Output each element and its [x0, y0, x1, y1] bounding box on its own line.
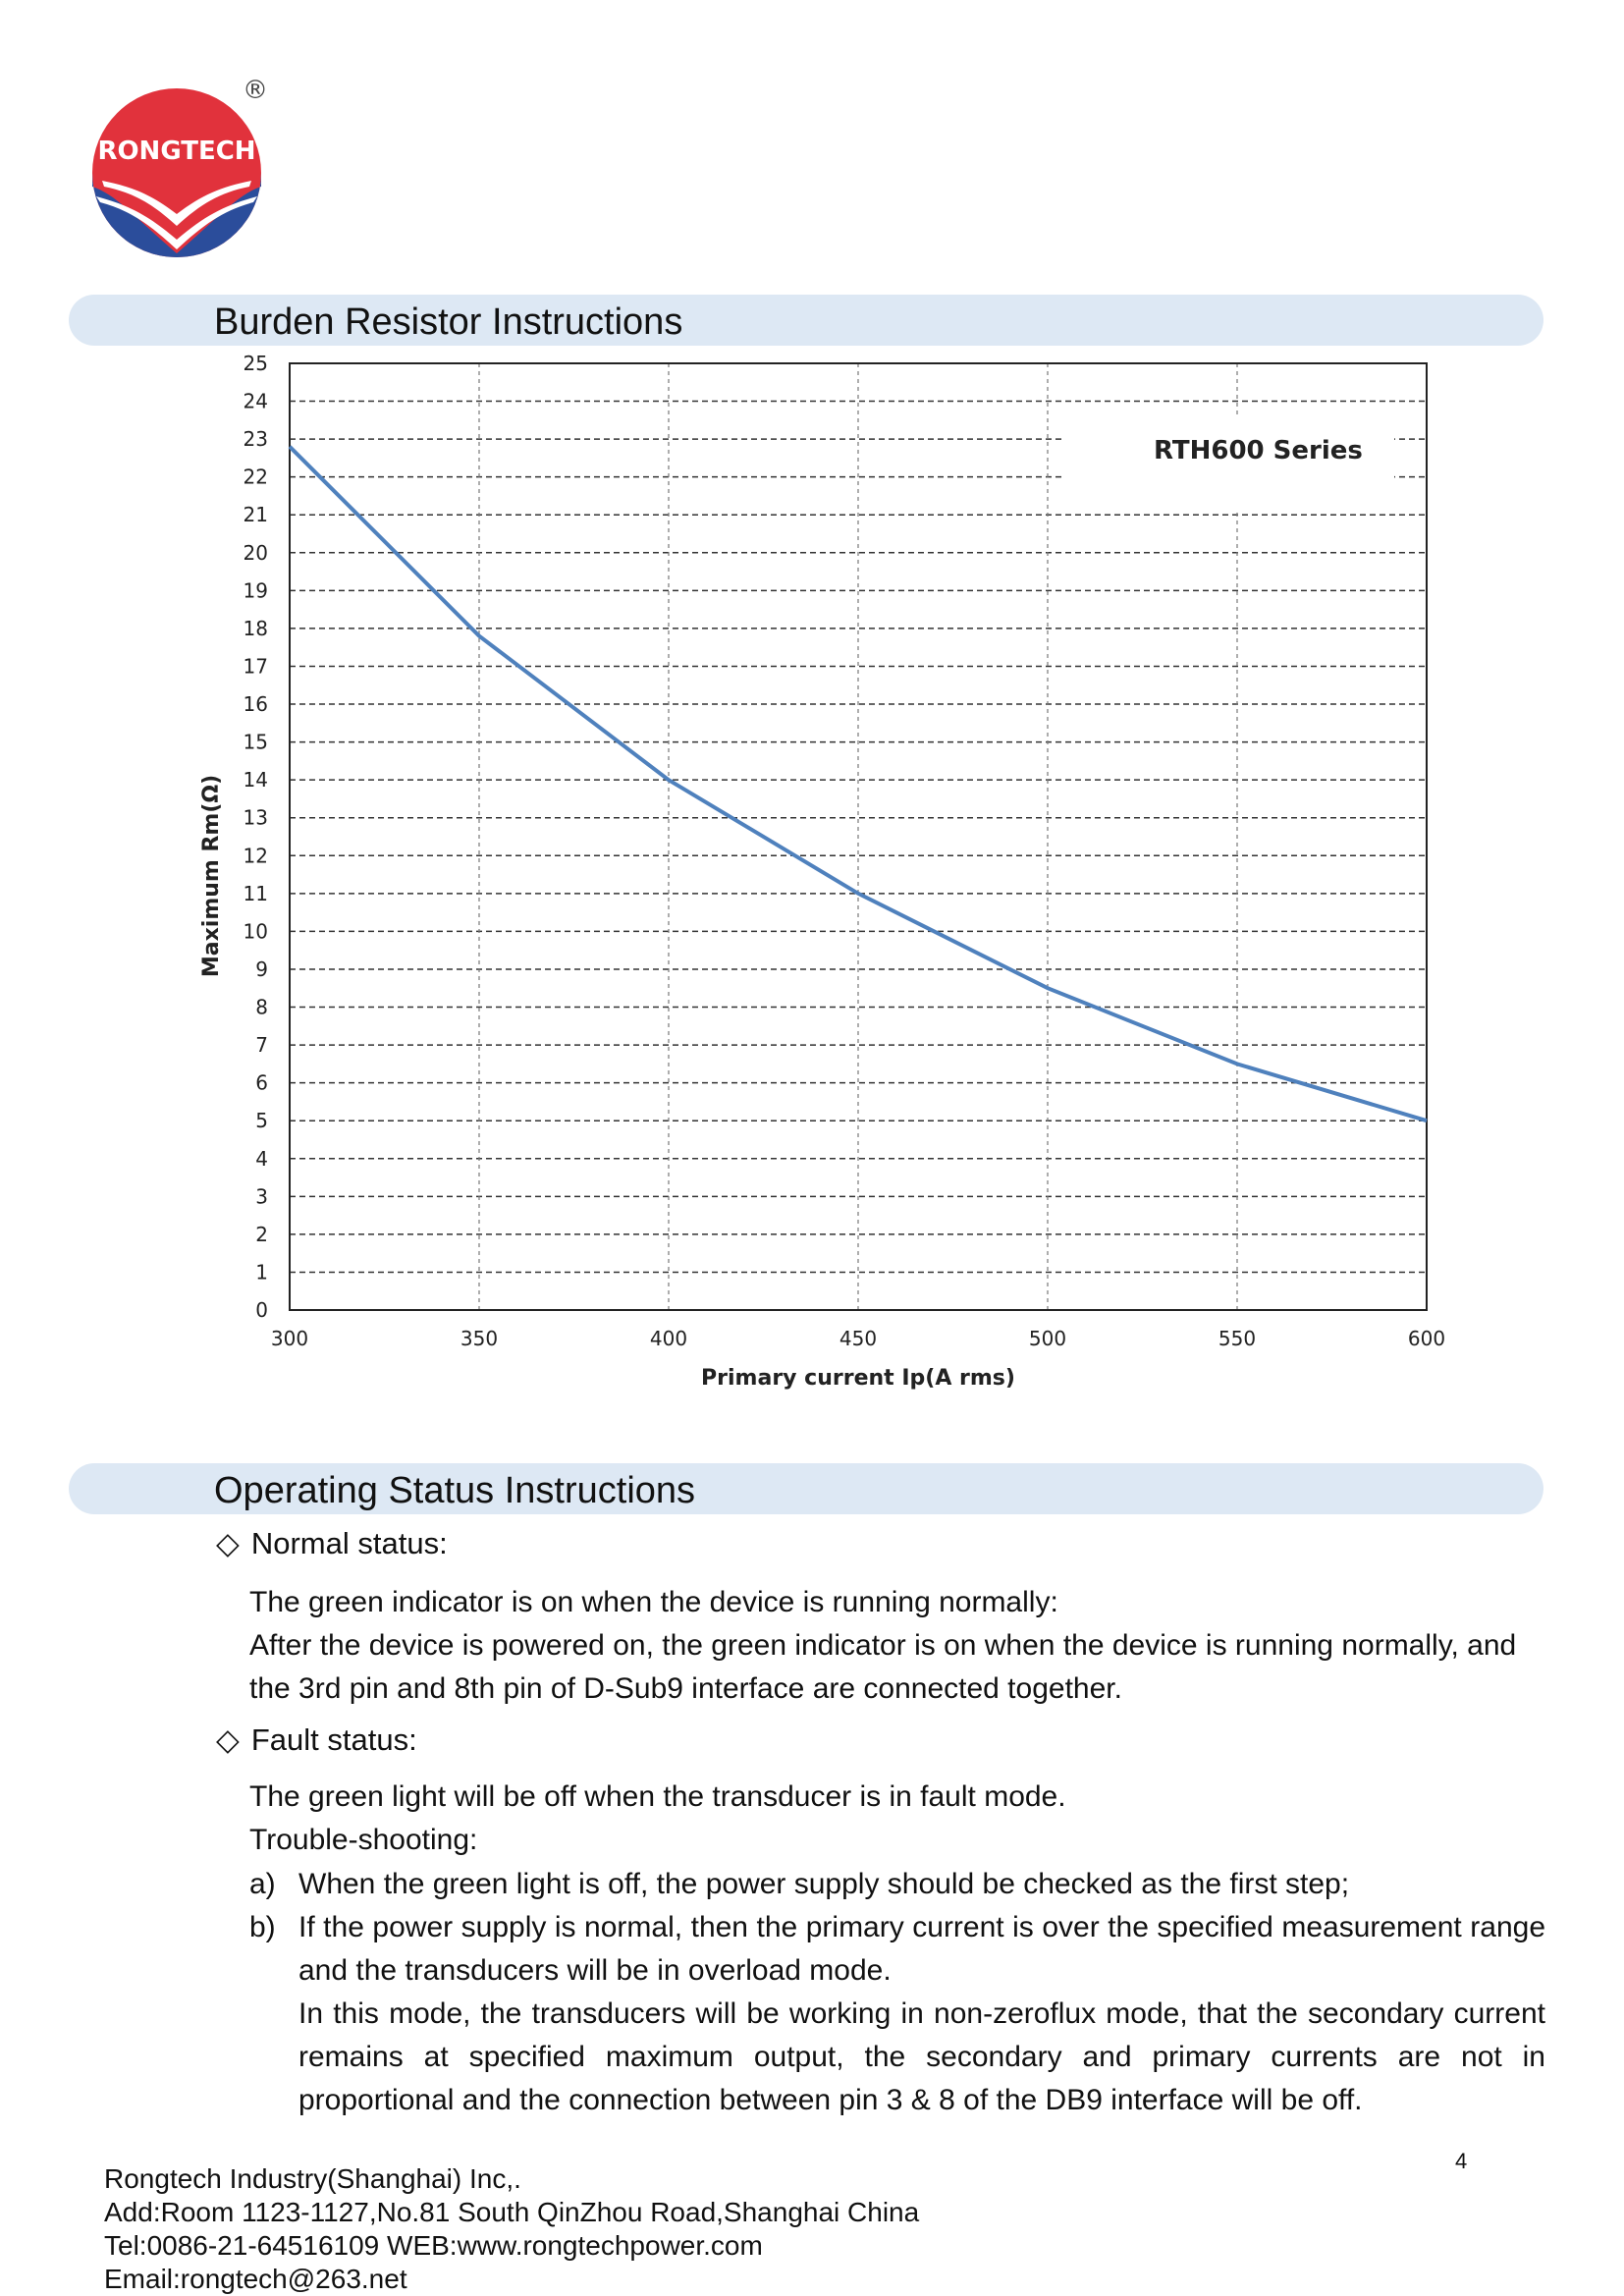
footer-contact: Tel:0086-21-64516109 WEB:www.rongtechpower.com: [104, 2230, 763, 2261]
y-tick-label: 3: [255, 1184, 268, 1209]
list-item-label-b: b): [249, 1911, 276, 1943]
y-axis-label: Maximum Rm(Ω): [199, 774, 224, 978]
section-title-operating: Operating Status Instructions: [214, 1470, 696, 1511]
y-tick-label: 23: [243, 427, 268, 452]
normal-status-line-2: After the device is powered on, the green indicator is on when the device is running normally, and: [249, 1629, 1517, 1662]
y-tick-label: 18: [243, 616, 268, 640]
x-tick-label: 600: [1407, 1327, 1446, 1350]
y-tick-label: 20: [243, 540, 268, 565]
y-tick-label: 6: [255, 1070, 268, 1095]
y-tick-label: 10: [243, 919, 268, 944]
list-item-text-a: When the green light is off, the power supply should be checked as the first step;: [298, 1868, 1350, 1900]
y-tick-labels: [244, 352, 268, 1322]
y-tick-label: 5: [255, 1109, 268, 1133]
logo-text: RONGTECH: [97, 137, 256, 166]
diamond-bullet-icon: ◇: [216, 1722, 240, 1757]
section-header-burden: [69, 295, 1543, 346]
y-tick-label: 7: [255, 1033, 268, 1058]
y-tick-label: 16: [243, 692, 268, 717]
registered-mark: ®: [243, 77, 268, 105]
y-tick-label: 15: [243, 730, 268, 754]
x-tick-label: 350: [460, 1327, 499, 1350]
page-number: 4: [1455, 2149, 1468, 2173]
y-tick-label: 17: [243, 654, 268, 679]
y-tick-label: 1: [255, 1260, 268, 1285]
fault-status-heading: ◇ Fault status:: [216, 1722, 417, 1757]
burden-resistor-chart: [187, 346, 1463, 1406]
normal-status-line-1: The green indicator is on when the device is running normally:: [249, 1586, 1058, 1618]
list-item-label-a: a): [249, 1868, 276, 1900]
x-tick-label: 500: [1028, 1327, 1067, 1350]
fault-status-line-2: Trouble-shooting:: [249, 1824, 478, 1856]
normal-status-heading: ◇ Normal status:: [216, 1526, 448, 1560]
y-tick-label: 21: [243, 503, 268, 527]
y-tick-label: 4: [255, 1146, 268, 1171]
x-tick-label: 300: [270, 1327, 309, 1350]
y-tick-label: 24: [243, 389, 268, 413]
footer-company: Rongtech Industry(Shanghai) Inc,.: [104, 2163, 521, 2194]
y-tick-label: 14: [243, 768, 268, 793]
x-tick-labels: [271, 1327, 1445, 1350]
y-tick-label: 12: [243, 844, 268, 868]
y-tick-label: 8: [255, 995, 268, 1019]
rongtech-logo: [90, 77, 277, 263]
diamond-bullet-icon: ◇: [216, 1526, 240, 1560]
x-tick-label: 400: [649, 1327, 688, 1350]
x-tick-label: 550: [1218, 1327, 1257, 1350]
x-tick-label: 450: [839, 1327, 878, 1350]
normal-status-line-3: the 3rd pin and 8th pin of D-Sub9 interface are connected together.: [249, 1672, 1122, 1705]
footer: [104, 2162, 919, 2296]
y-tick-label: 9: [255, 957, 268, 981]
y-tick-label: 22: [243, 465, 268, 489]
y-tick-label: 19: [243, 578, 268, 603]
section-title-burden: Burden Resistor Instructions: [214, 301, 683, 343]
y-tick-label: 13: [243, 805, 268, 830]
y-tick-label: 25: [243, 352, 268, 375]
y-tick-label: 11: [243, 881, 268, 905]
y-tick-label: 0: [255, 1298, 268, 1322]
footer-address: Add:Room 1123-1127,No.81 South QinZhou Road,Shanghai China: [104, 2197, 920, 2227]
chart-title: RTH600 Series: [1154, 436, 1363, 465]
fault-status-line-1: The green light will be off when the transducer is in fault mode.: [249, 1780, 1066, 1813]
y-tick-label: 2: [255, 1222, 268, 1246]
list-item-text-b: If the power supply is normal, then the primary current is over the specified measurement range and the transducers will be in overload mode.: [298, 1911, 1545, 1987]
overload-mode-paragraph: In this mode, the transducers will be working in non-zeroflux mode, that the secondary current remains at specified maximum output, the secondary and primary currents are not in proportional and the connection between pin 3 & 8 of the DB9 interface will be off.: [298, 1997, 1545, 2116]
x-axis-label: Primary current Ip(A rms): [701, 1366, 1015, 1391]
footer-email: Email:rongtech@263.net: [104, 2264, 407, 2294]
section-header-operating: [69, 1463, 1543, 1514]
